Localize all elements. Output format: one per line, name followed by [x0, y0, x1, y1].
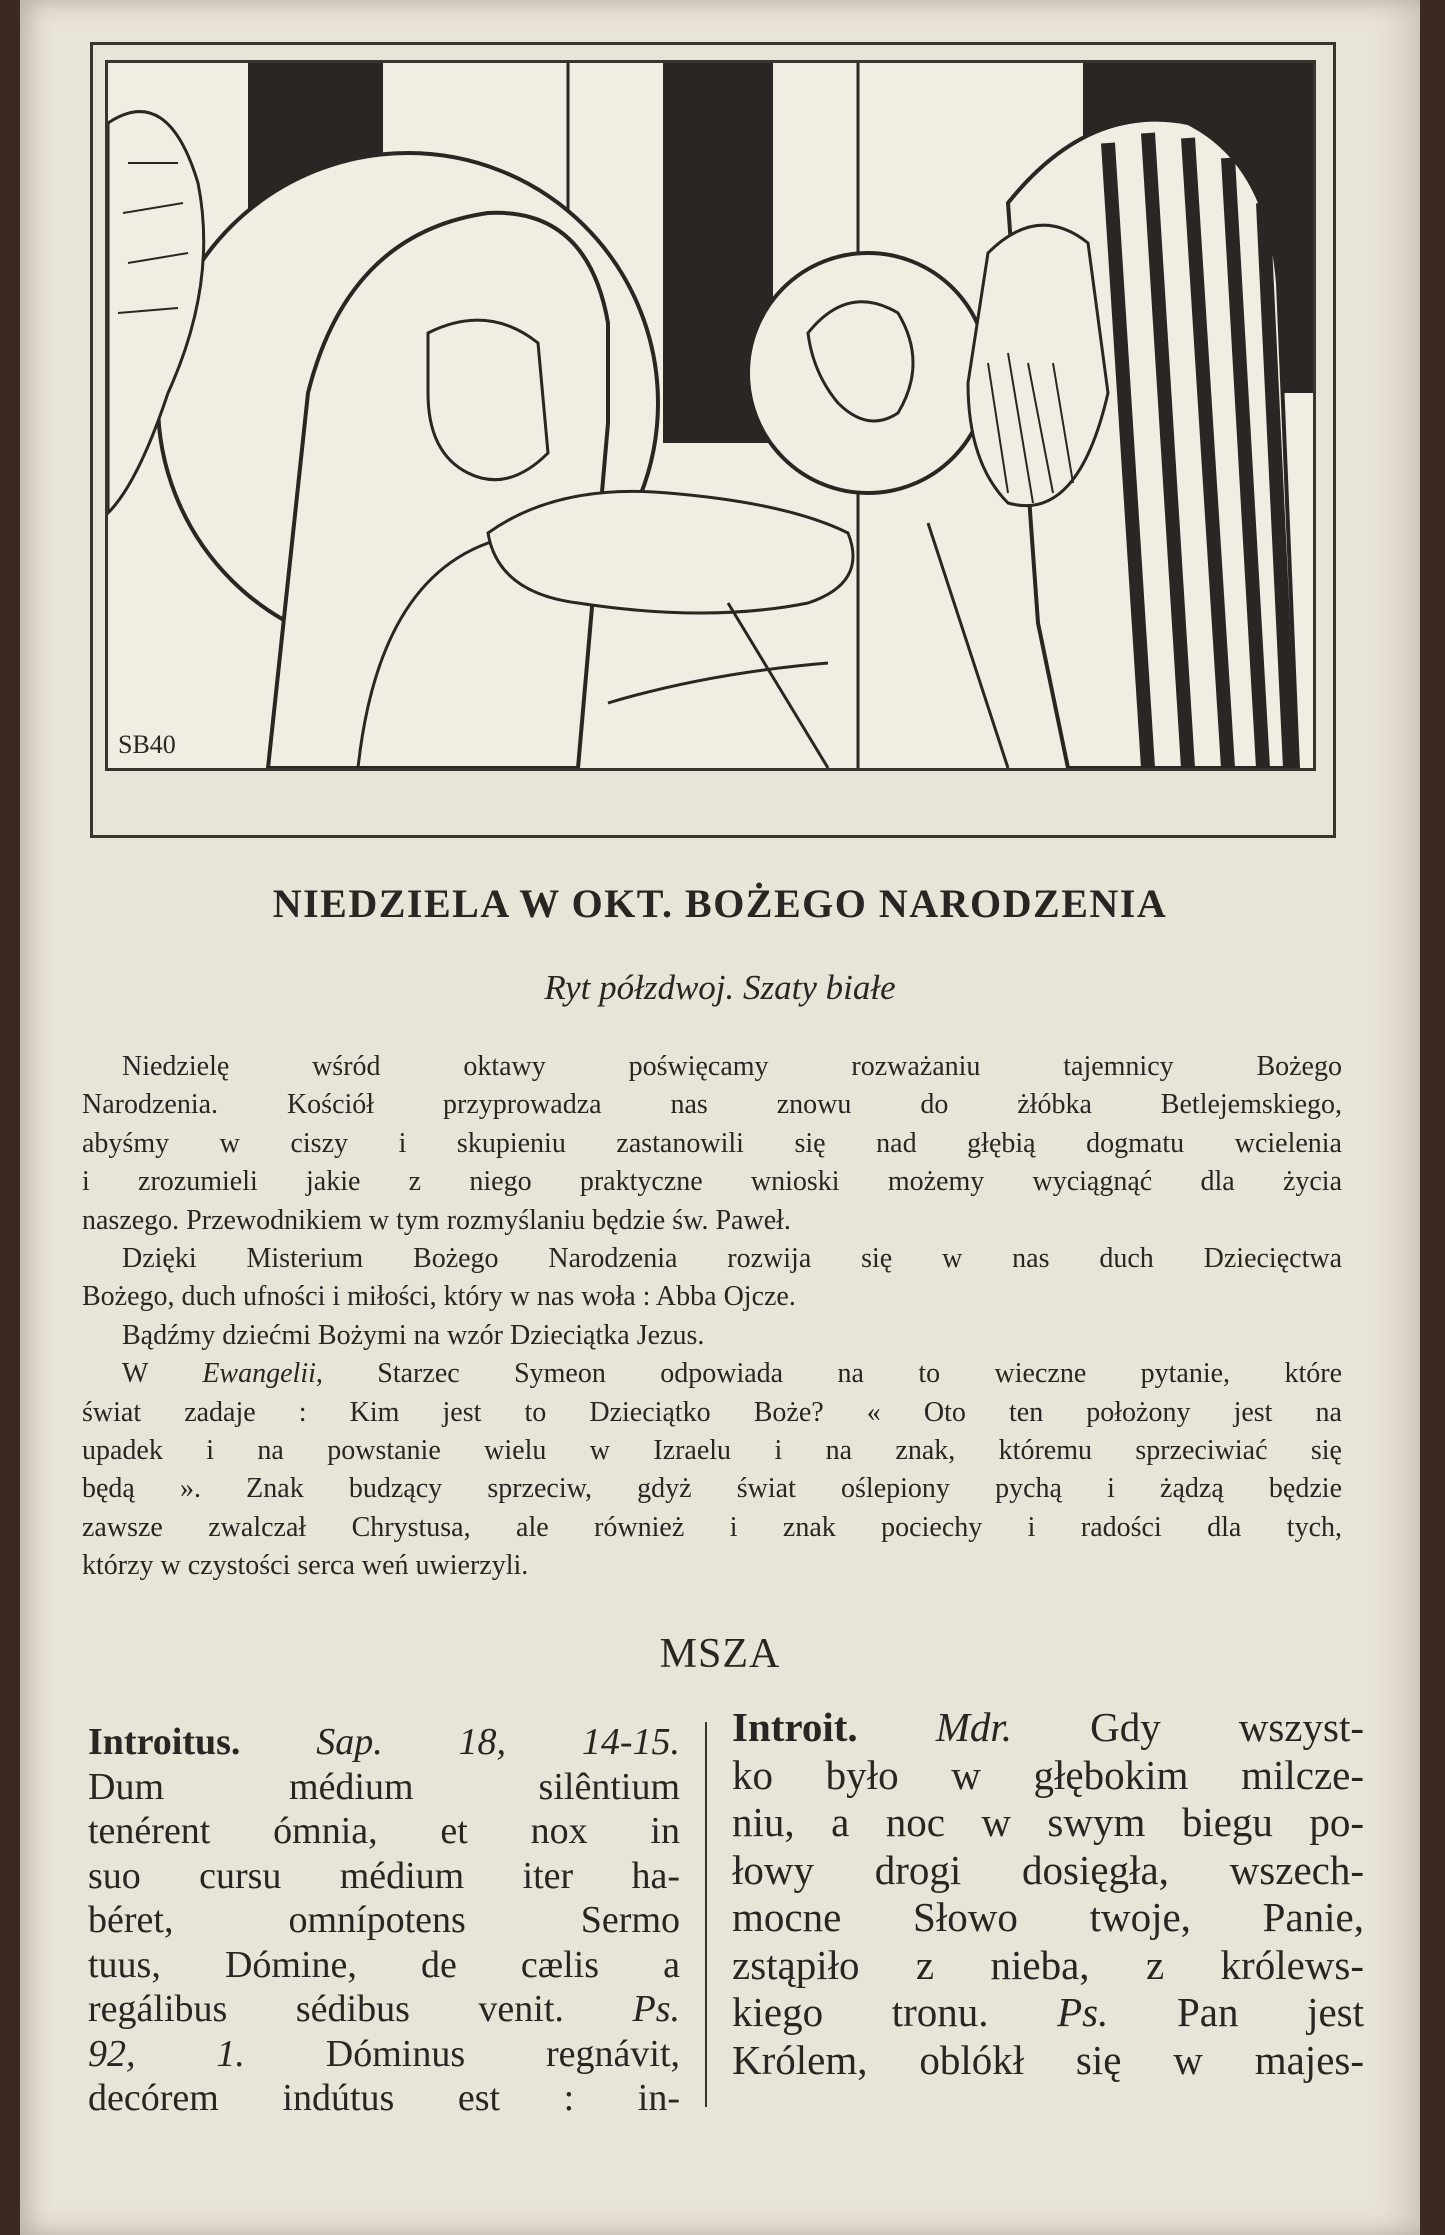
intro-line: Bożego, duch ufności i miłości, który w nas woła : Abba Ojcze. [82, 1281, 796, 1313]
introit-ref: Mdr. [935, 1704, 1013, 1750]
introit-label: Introit. [732, 1704, 858, 1750]
polish-first-line: Gdy wszyst- [1090, 1704, 1365, 1750]
intro-line: Bądźmy dziećmi Bożymi na wzór Dzieciątka Jezus. [122, 1319, 705, 1351]
polish-line: Królem, oblókł się w majes- [732, 2036, 1364, 2083]
polish-ps-label: Ps. [1057, 1989, 1109, 2035]
polish-line-ps [732, 1989, 1364, 2037]
artist-signature: SB40 [118, 730, 176, 759]
intro-line: Dzięki Misterium Bożego Narodzenia rozwija się w nas duch Dziecięctwa [122, 1243, 1342, 1275]
intro-w: W [122, 1358, 203, 1390]
mary-face [428, 320, 548, 480]
child-body [488, 491, 853, 613]
latin-line: regálibus sédibus venit. [88, 1988, 564, 2030]
polish-column [732, 1704, 1364, 2084]
intro-line: i zrozumieli jakie z niego praktyczne wnioski możemy wyciągnąć dla życia [82, 1166, 1342, 1198]
column-divider [705, 1722, 707, 2107]
intro-line: Starzec Symeon odpowiada na to wieczne pytanie, które [377, 1358, 1342, 1390]
latin-line-ps [88, 1987, 680, 2032]
latin-line: Dóminus regnávit, [325, 2032, 681, 2075]
latin-line: suo cursu médium iter ha- [88, 1854, 680, 1897]
latin-header-line [88, 1720, 680, 1765]
intro-line: upadek i na powstanie wielu w Izraelu i na znak, któremu sprzeciwiać się [82, 1435, 1342, 1467]
mass-heading: MSZA [659, 1631, 781, 1677]
page-title: NIEDZIELA W OKT. BOŻEGO NARODZENIA [272, 881, 1168, 926]
intro-line: świat zadaje : Kim jest to Dzieciątko Boże? « Oto ten położony jest na [82, 1396, 1342, 1428]
latin-ps-ref: 92, 1. [88, 2032, 245, 2075]
intro-line-evangelium [82, 1355, 1342, 1393]
polish-line: mocne Słowo twoje, Panie, [732, 1894, 1364, 1940]
introitus-label: Introitus. [88, 1721, 241, 1763]
intro-line: którzy w czystości serca weń uwierzyli. [82, 1550, 529, 1582]
latin-ps-label: Ps. [632, 1988, 680, 2030]
book-page [20, 0, 1420, 2235]
polish-line: kiego tronu. [732, 1989, 989, 2035]
rite-subtitle: Ryt półzdwoj. Szaty białe [544, 968, 896, 1007]
intro-line: zawsze zwalczał Chrystusa, ale również i znak pociechy i radości dla tych, [82, 1511, 1342, 1543]
latin-line: Dum médium silêntium [88, 1765, 680, 1808]
illustration-presentation-in-temple [105, 60, 1316, 771]
intro-line: naszego. Przewodnikiem w tym rozmyślaniu będzie św. Paweł. [82, 1204, 791, 1236]
line-art-drawing [108, 63, 1313, 768]
intro-ewangelii: Ewangelii, [202, 1358, 323, 1390]
polish-line: ko było w głębokim milcze- [732, 1751, 1364, 1798]
latin-line: tuus, Dómine, de cælis a [88, 1943, 680, 1986]
polish-line: zstąpiło z nieba, z królews- [732, 1941, 1364, 1988]
latin-line-ps-ref [88, 2032, 680, 2077]
polish-line: niu, a noc w swym biegu po- [732, 1799, 1364, 1845]
intro-text [82, 1048, 1342, 1586]
introitus-ref: Sap. 18, 14-15. [316, 1721, 681, 1763]
polish-line: łowy drogi dosięgła, wszech- [732, 1846, 1364, 1893]
latin-line: tenérent ómnia, et nox in [88, 1810, 680, 1852]
intro-line: Niedzielę wśród oktawy poświęcamy rozważaniu tajemnicy Bożego [122, 1051, 1342, 1082]
polish-header-line [732, 1704, 1364, 1752]
latin-column [88, 1720, 680, 2121]
polish-ps-after: Pan jest [1176, 1989, 1365, 2035]
intro-line: będą ». Znak budzący sprzeciw, gdyż świat oślepiony pychą i żądzą będzie [82, 1473, 1342, 1505]
latin-line: decórem indútus est : in- [88, 2077, 680, 2119]
latin-line: béret, omnípotens Sermo [88, 1899, 680, 1941]
intro-line: abyśmy w ciszy i skupieniu zastanowili się nad głębią dogmatu wcielenia [82, 1127, 1342, 1159]
intro-line: Narodzenia. Kościół przyprowadza nas znowu do żłóbka Betlejemskiego, [82, 1089, 1342, 1121]
